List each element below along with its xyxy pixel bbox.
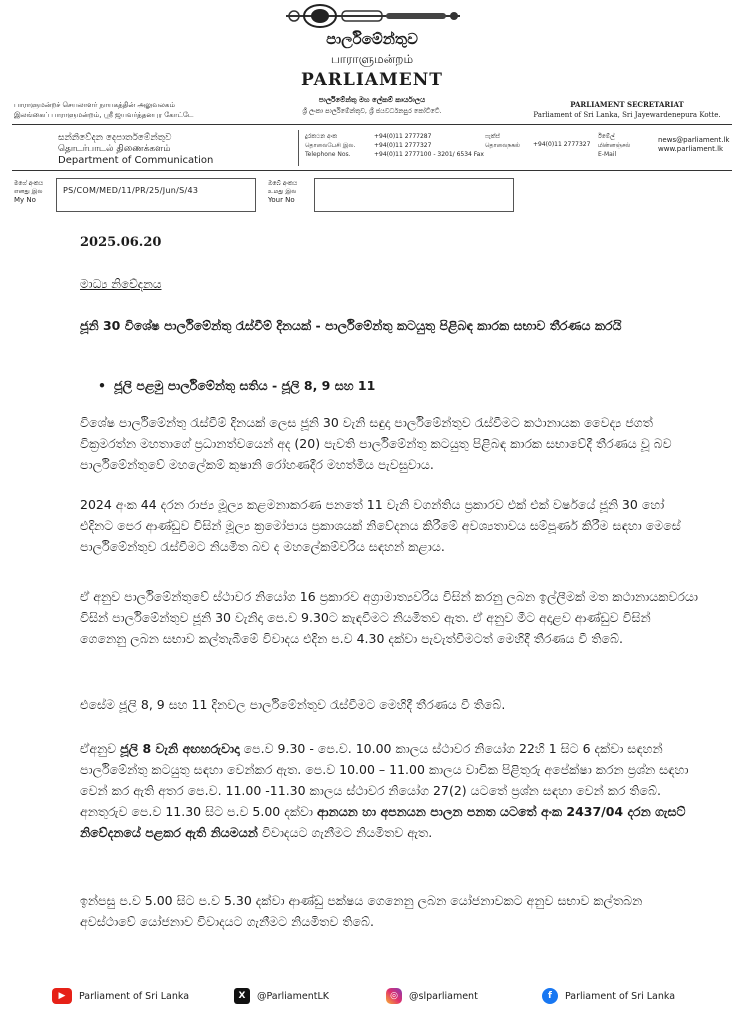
paragraph-4: එසේම ජූලි 8, 9 සහ 11 දිනවල පාර්ලිමේන්තුව රැස්වීමට මෙහිදී තීරණය වී තිබේ. — [80, 697, 506, 712]
fax-number: +94(0)11 2777327 — [533, 141, 591, 148]
phone-number-2: +94(0)11 2777327 — [374, 142, 432, 149]
contact-divider-line — [12, 170, 732, 171]
department-english: Department of Communication — [58, 155, 214, 166]
p5-part-c: පෙ.ව 9.30 - පෙ.ව. 10.00 කාලය ස්ථාවර නියෝග 22හි 1 සිට 6 දක්වා සඳහන් පාර්ලිමේන්තු කටයුතු සඳහා වෙන්කර ඇත. පෙ.ව 10.00 – 11.00 කාලය වාචික පිළිතුරු අපේක්ෂා කරන ප්‍රශ්න සඳහා වෙන් කර ඇති අතර පෙ.ව. 11.00 -11.30 කාලය ස්ථාවර නියෝග 27(2) යටතේ ප්‍රශ්න සඳහා වෙන් කර තිබේ. අනතුරුව පෙ.ව 11.30 සිට ප.ව 5.00 දක්වා — [80, 741, 689, 819]
my-no-label — [14, 180, 43, 204]
p5-gazette-bold: ආනයන හා අපනයන පාලන පනත යටතේ අංක 2437/04 දරන ගැසට් නිවේදනයේ පළකර ඇති නියමයන් — [80, 804, 686, 840]
youtube-handle[interactable]: Parliament of Sri Lanka — [79, 990, 190, 1002]
facebook-icon: f — [542, 988, 558, 1004]
address-english: Parliament of Sri Lanka, Sri Jayewardenepura Kotte. — [533, 111, 721, 119]
header-divider — [12, 124, 732, 125]
your-no-value — [314, 178, 514, 212]
paragraph-1: විශේෂ පාර්ලිමේන්තු රැස්වීම් දිනයක් ලෙස ජූනි 30 වැනි සඳුදා පාර්ලිමේන්තුව රැස්වීමට කථානායක වෛද්‍ය ජගත් වික්‍රමරත්න මහතාගේ ප්‍රධානත්වයෙන් අද (20) පැවති පාර්ලිමේන්තු කටයුතු පිළිබඳ කාරක සභාවේදී තීරණය වූ බව පාර්ලිමේන්තුවේ මහලේකම් කුෂානි රෝහණදීර මහත්මිය පැවසුවාය. — [80, 415, 672, 472]
paragraph-2: 2024 අංක 44 දරන රාජ්‍ය මූල්‍ය කළමනාකරණ පනතේ 11 වැනි වගන්තිය ප්‍රකාරව එක් එක් වර්ෂයේ ජූනි 30 හෝ එදිනට පෙර ආණ්ඩුව විසින් මූල්‍ය ක්‍රමෝපාය ප්‍රකාශයක් නිවේදනය කිරීමේ අවශ්‍යතාවය සම්පූර්ණ කිරීම සඳහා මෙසේ පාර්ලිමේන්තුව රැස්වීමට නියමිත බව ද මහලේකම්වරිය සඳහන් කළාය. — [80, 497, 681, 554]
instagram-handle[interactable]: @slparliament — [409, 990, 478, 1002]
your-no-label-english: Your No — [268, 196, 295, 204]
instagram-icon: ◎ — [386, 988, 402, 1004]
my-no-value: PS/COM/MED/11/PR/25/Jun/S/43 — [56, 178, 256, 212]
phone-labels — [305, 132, 375, 159]
p5-date-bold: ජූලි 8 වැනි අඟහරුවාදා — [120, 741, 240, 756]
website-link[interactable]: www.parliament.lk — [658, 145, 724, 153]
my-no-label-sinhala: මගේ අංකය — [14, 180, 44, 187]
letter-title: ජූනි 30 විශේෂ පාර්ලිමේන්තු රැස්වීම් දිනයක් - පාර්ලිමේන්තු කටයුතු පිළිබඳ කාරක සභාව තීරණය කරයි — [80, 318, 622, 333]
bullet-item — [98, 375, 598, 396]
social-footer — [0, 988, 744, 1010]
paragraph-5 — [80, 738, 700, 843]
parliament-name-english: PARLIAMENT — [301, 70, 443, 90]
address-sinhala: ශ්‍රී ලංකා පාර්ලිමේන්තුව, ශ්‍රී ජයවර්ධනපුර කෝට්ටේ. — [302, 107, 442, 115]
secretariat-english-block — [520, 100, 734, 120]
secretariat-tamil: பாராளுமன்றச் செயலாளர் நாயகத்தின் அலுவலகம் — [14, 101, 175, 109]
footer-youtube[interactable] — [52, 988, 189, 1004]
phone-label-english: Telephone Nos. — [305, 151, 351, 158]
paragraph-6: ඉන්පසු ප.ව 5.00 සිට ප.ව 5.30 දක්වා ආණ්ඩු පක්ෂය ගෙනෙනු ලබන යෝජනාවකට අනුව සභාව කල්තබන අවස්ථාවේ යෝජනාව විවාදයට ගැනීමට නියමිතව තිබේ. — [80, 893, 643, 929]
my-no-label-english: My No — [14, 196, 36, 204]
my-no-label-tamil: எனது இல — [14, 188, 43, 195]
paragraph-3: ඒ අනුව පාර්ලිමේන්තුවේ ස්ථාවර නියෝග 16 ප්‍රකාරව අග්‍රාමාත්‍යවරිය විසින් කරනු ලබන ඉල්ලීමක් මත කථානායකවරයා විසින් පාර්ලිමේන්තුව ජූනි 30 වැනිදා පෙ.ව 9.30ට කැඳවීමට නියමිතව ඇත. ඒ අනුව මීට අදාළව ආණ්ඩුව විසින් ගෙනෙනු ලබන සභාව කල්තැබීමේ විවාදය එදින ප.ව 4.30 දක්වා පැවැත්වීමටත් මෙහිදී තීරණය වී තිබේ. — [80, 589, 699, 646]
fax-labels — [485, 132, 533, 150]
email-label-tamil: மின்னஞ்சல் — [598, 142, 631, 149]
secretariat-sinhala: පාර්ලිමේන්තු මහ ලේකම් කාර්යාලය — [318, 96, 426, 104]
department-block — [58, 133, 238, 166]
fax-label-sinhala: ෆැක්ස් — [485, 133, 500, 140]
department-tamil: தொடர்பாடல் திணைக்களம் — [58, 144, 171, 154]
email-web-block — [658, 136, 738, 154]
footer-x[interactable] — [234, 988, 329, 1004]
p5-part-a: ඒඅනුව — [80, 741, 121, 756]
parliament-name-tamil: பாராளுமன்றம் — [330, 52, 414, 66]
secretariat-tamil-block — [14, 100, 234, 120]
letter-date: 2025.06.20 — [80, 235, 162, 250]
your-no-label — [268, 180, 297, 204]
facebook-handle[interactable]: Parliament of Sri Lanka — [565, 990, 676, 1002]
contact-divider — [298, 130, 299, 166]
media-release-label: මාධ්‍ය නිවේදනය — [80, 277, 162, 291]
youtube-icon: ▶ — [52, 988, 72, 1004]
phone-numbers — [374, 132, 484, 159]
email-address[interactable]: news@parliament.lk — [658, 136, 730, 144]
x-handle[interactable]: @ParliamentLK — [257, 990, 329, 1002]
phone-number-3: +94(0)11 2777100 - 3201/ 6534 Fax — [374, 151, 484, 158]
email-label-english: E-Mail — [598, 151, 617, 158]
email-labels — [598, 132, 656, 159]
email-label-sinhala: ඊමේල් — [598, 133, 615, 140]
address-tamil: இலங்கைப் பாராளுமன்றம், ஸ்ரீ ஜயவர்த்தனபுர கோட்டே — [14, 111, 194, 119]
p5-part-e: විවාදයට ගැනීමට නියමිතව ඇත. — [257, 825, 433, 840]
phone-label-sinhala: දුරකථන අංක — [305, 133, 338, 140]
bullet-dot: • — [98, 378, 106, 393]
footer-instagram[interactable] — [386, 988, 478, 1004]
x-icon: X — [234, 988, 250, 1004]
department-sinhala: සන්නිවේදන දෙපාර්තමේන්තුව — [58, 133, 172, 143]
your-no-label-tamil: உமது இல — [268, 188, 297, 195]
parliament-name-sinhala: පාර්ලිමේන්තුව — [326, 30, 418, 48]
phone-label-tamil: தொலைபேசி இல. — [305, 142, 356, 149]
parliament-mace-emblem — [282, 2, 464, 30]
your-no-label-sinhala: ඔබේ අංකය — [268, 180, 298, 187]
footer-facebook[interactable] — [542, 988, 675, 1004]
fax-label-tamil: தொலைநகல் — [485, 142, 521, 149]
bullet-text: ජූලි පළමු පාර්ලිමේන්තු සතිය - ජූලි 8, 9 සහ 11 — [114, 378, 376, 393]
secretariat-english: PARLIAMENT SECRETARIAT — [570, 100, 684, 109]
phone-number-1: +94(0)11 2777287 — [374, 133, 432, 140]
